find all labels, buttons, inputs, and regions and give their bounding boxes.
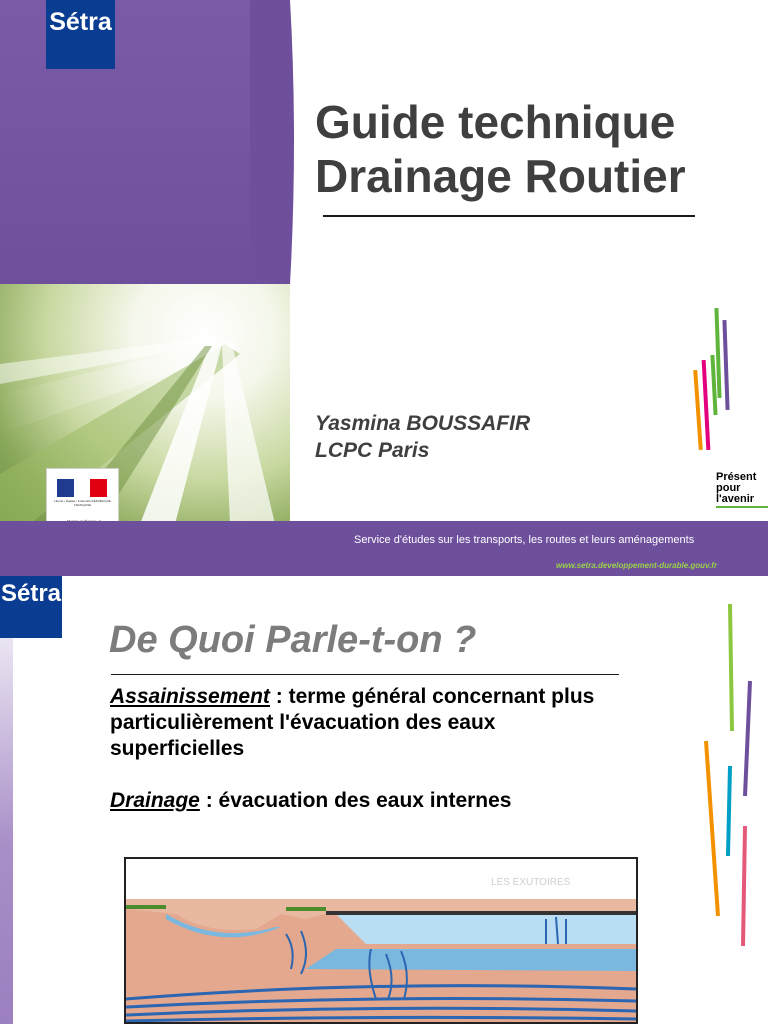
service-description: Service d'études sur les transports, les routes et leurs aménagements [354,534,695,546]
term-drainage: Drainage [110,789,200,812]
document-title [315,95,755,203]
tricolor-flag [57,479,107,497]
author-organization: LCPC Paris [315,439,430,462]
present-pour-lavenir-slogan [716,472,756,505]
setra-logo: Sétra [0,576,62,638]
title-line-2: Drainage Routier [315,150,686,202]
purple-side-strip [0,576,13,1024]
definition-text-2: : évacuation des eaux internes [199,789,512,812]
purple-curve-edge [250,0,310,284]
definition-text-1: : terme général concernant plus particulièrement l'évacuation des eaux superficielles [110,685,595,760]
author-name: Yasmina BOUSSAFIR [315,412,531,435]
purple-header-panel [0,0,290,284]
title-line-1: Guide technique [315,96,676,148]
slide-title: De Quoi Parle-t-on ? [109,619,477,661]
author-block [315,410,530,464]
title-underline [323,215,695,217]
term-assainissement: Assainissement [110,685,270,708]
road-photo [0,284,290,524]
colored-decorative-stripes [700,596,768,956]
drainage-cross-section-diagram [124,857,638,1024]
marianne-caption: Liberté • Égalité • Fraternité RÉPUBLIQUE FRANÇAISE [54,499,111,507]
definition-drainage [110,788,630,814]
diagram-header: LES EXUTOIRES [491,877,571,888]
website-link[interactable]: www.setra.developpement-durable.gouv.fr [556,561,718,570]
slide-title-underline [111,674,619,675]
slogan-underline [716,506,768,508]
slogan-line-3: l'avenir [716,493,755,505]
definition-assainissement [110,684,630,762]
slogan-line-2: pour [716,482,741,494]
setra-logo: Sétra [46,0,115,69]
slide-definitions [0,576,768,1024]
slogan-line-1: Présent [716,471,757,483]
